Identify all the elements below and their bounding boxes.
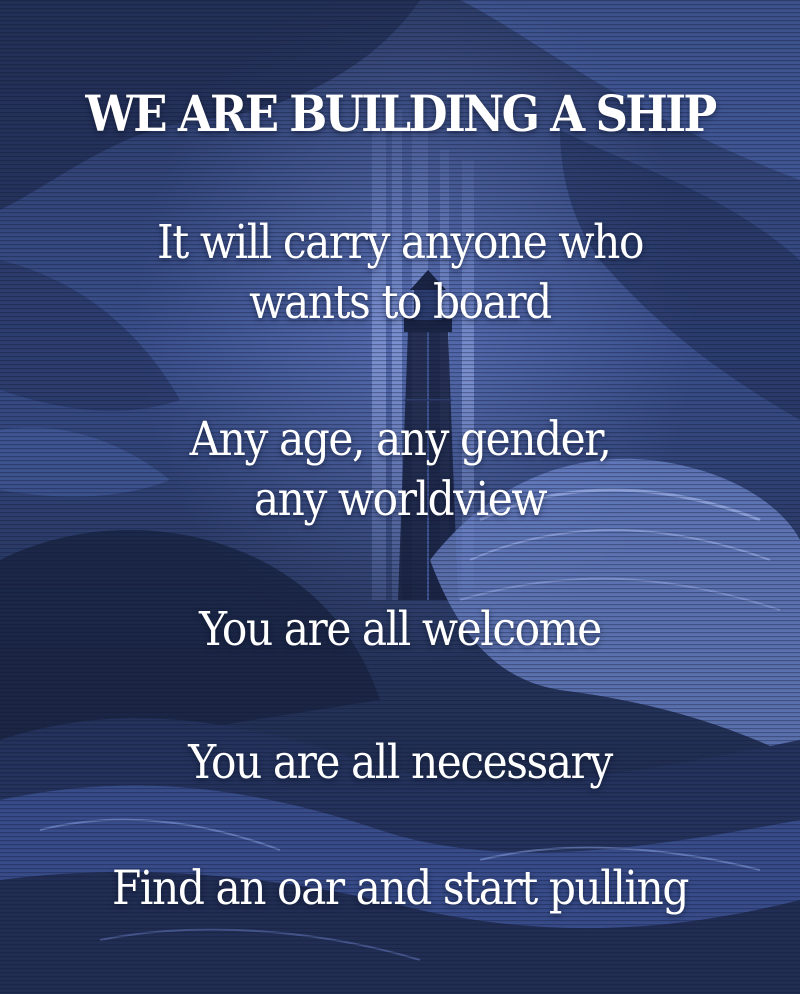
- stanza-any-age: [40, 410, 760, 530]
- stanza-line: It will carry anyone who: [157, 215, 643, 270]
- stanza-line: any worldview: [253, 472, 547, 527]
- stanza-carry-anyone: [40, 213, 760, 333]
- stanza-line: Find an oar and start pulling: [112, 861, 688, 916]
- stanza-line: You are all welcome: [199, 602, 601, 657]
- stanza-welcome: [40, 600, 760, 660]
- stanza-line: Any age, any gender,: [189, 412, 611, 467]
- stanza-line: wants to board: [249, 275, 551, 330]
- stanza-line: You are all necessary: [188, 735, 612, 790]
- headline: WE ARE BUILDING A SHIP: [85, 84, 715, 143]
- stanza-find-an-oar: [40, 859, 760, 919]
- stanza-necessary: [40, 733, 760, 793]
